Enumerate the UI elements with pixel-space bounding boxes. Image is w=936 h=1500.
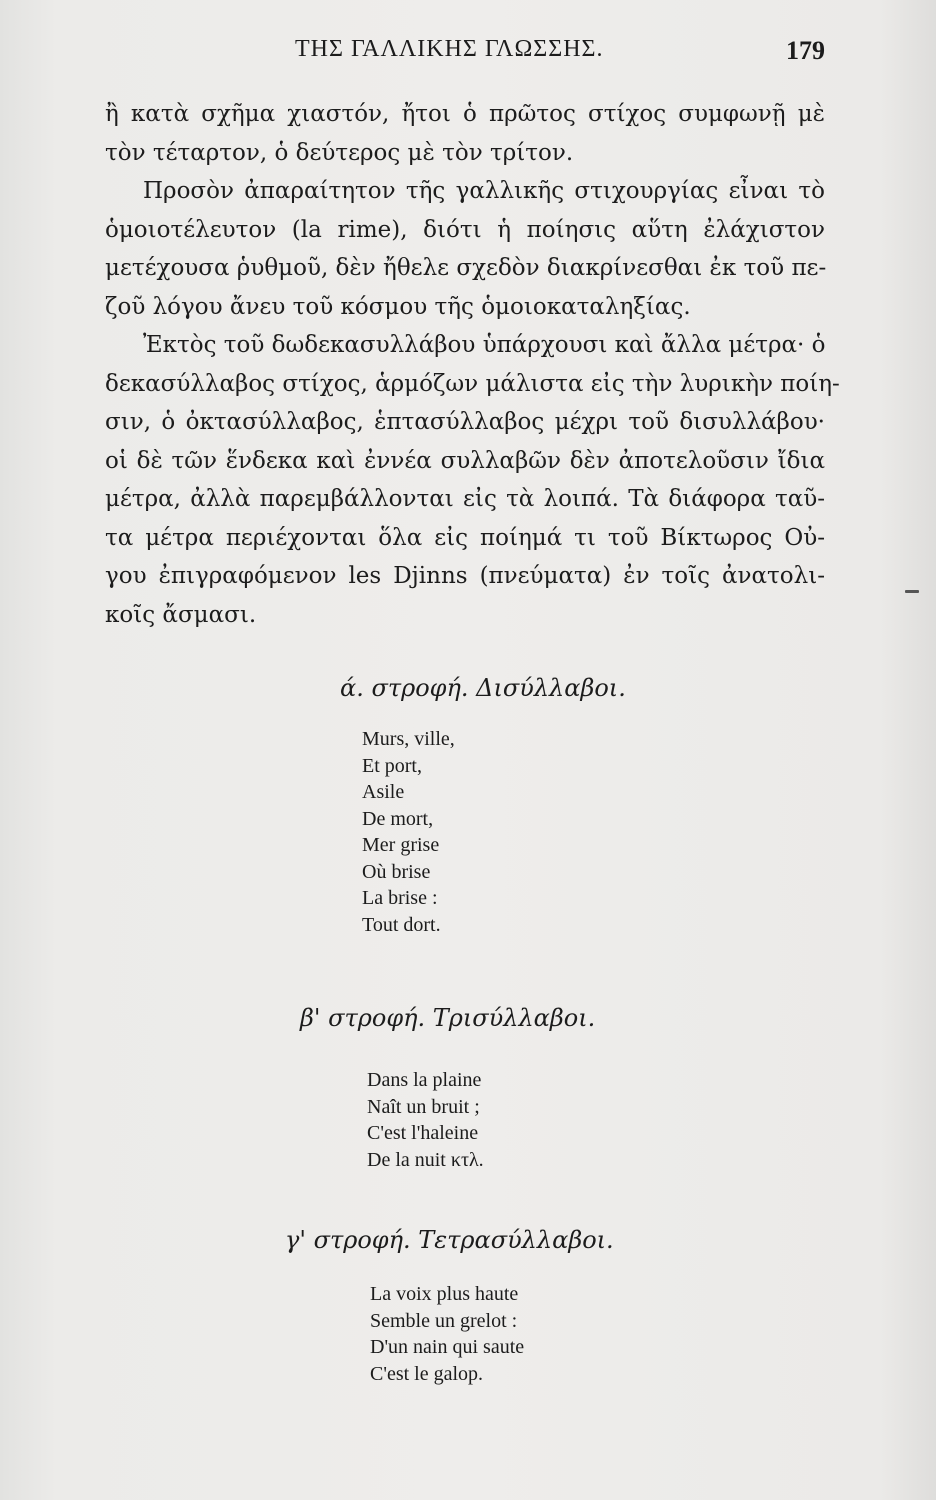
- verse-line: Asile: [362, 781, 405, 803]
- prose-line: ἢ κατὰ σχῆμα χιαστόν, ἤτοι ὁ πρῶτος στίχος συμφωνῇ μὲ: [105, 101, 825, 127]
- stanza-3-verses: [370, 1281, 524, 1387]
- stanza-2-heading: β' στροφή. Τρισύλλαβοι.: [300, 1004, 596, 1032]
- prose-block: [105, 95, 840, 634]
- verse-line: La brise :: [362, 887, 438, 909]
- margin-dash: [905, 590, 919, 593]
- prose-line: ζοῦ λόγου ἄνευ τοῦ κόσμου τῆς ὁμοιοκαταληξίας.: [105, 293, 691, 320]
- verse-line: De la nuit κτλ.: [367, 1148, 484, 1171]
- verse-line: D'un nain qui saute: [370, 1336, 525, 1358]
- prose-line: Ἐκτὸς τοῦ δωδεκασυλλάβου ὑπάρχουσι καὶ ἄλλα μέτρα· ὁ: [143, 332, 826, 358]
- running-head: ΤΗΣ ΓΑΛΛΙΚΗΣ ΓΛΩΣΣΗΣ.: [295, 36, 604, 62]
- verse-line: Naît un bruit ;: [367, 1095, 480, 1118]
- prose-line: σιν, ὁ ὀκτασύλλαβος, ἑπτασύλλαβος μέχρι τοῦ δισυλλάβου·: [105, 409, 825, 435]
- prose-line: οἱ δὲ τῶν ἕνδεκα καὶ ἐννέα συλλαβῶν δὲν ἀποτελοῦσιν ἴδια: [105, 447, 825, 474]
- verse-line: Murs, ville,: [362, 728, 455, 750]
- verse-line: C'est le galop.: [370, 1362, 484, 1385]
- verse-line: Dans la plaine: [367, 1069, 482, 1091]
- prose-line: Προσὸν ἀπαραίτητον τῆς γαλλικῆς στιχουργίας εἶναι τὸ: [143, 178, 825, 204]
- page-number: 179: [786, 36, 825, 65]
- prose-line: ὁμοιοτέλευτον (la rime), διότι ἡ ποίησις αὕτη ἐλάχιστον: [105, 216, 825, 243]
- prose-line: μετέχουσα ῥυθμοῦ, δὲν ἤθελε σχεδὸν διακρίνεσθαι ἐκ τοῦ πε-: [105, 255, 827, 281]
- verse-line: Tout dort.: [362, 913, 441, 936]
- stanza-1-verses: [362, 726, 455, 938]
- prose-line: δεκασύλλαβος στίχος, ἁρμόζων μάλιστα εἰς τὴν λυρικὴν ποίη-: [105, 370, 840, 397]
- prose-line: γου ἐπιγραφόμενον les Djinns (πνεύματα) ἐν τοῖς ἀνατολι-: [105, 563, 825, 589]
- verse-line: C'est l'haleine: [367, 1122, 479, 1144]
- prose-line: τὸν τέταρτον, ὁ δεύτερος μὲ τὸν τρίτον.: [105, 139, 574, 166]
- verse-line: De mort,: [362, 807, 434, 830]
- verse-line: La voix plus haute: [370, 1283, 519, 1305]
- prose-line: κοῖς ἄσμασι.: [105, 601, 257, 628]
- stanza-1-heading: ά. στροφή. Δισύλλαβοι.: [340, 674, 626, 702]
- page-header: [95, 36, 825, 76]
- stanza-3-heading: γ' στροφή. Τετρασύλλαβοι.: [285, 1226, 614, 1254]
- stanza-2-verses: [367, 1067, 484, 1173]
- prose-line: τα μέτρα περιέχονται ὅλα εἰς ποίημά τι τοῦ Βίκτωρος Οὐ-: [105, 524, 825, 551]
- verse-line: Mer grise: [362, 834, 440, 856]
- verse-line: Et port,: [362, 754, 422, 777]
- prose-line: μέτρα, ἀλλὰ παρεμβάλλονται εἰς τὰ λοιπά. Τὰ διάφορα ταῦ-: [105, 486, 825, 512]
- verse-line: Où brise: [362, 860, 431, 883]
- verse-line: Semble un grelot :: [370, 1309, 518, 1332]
